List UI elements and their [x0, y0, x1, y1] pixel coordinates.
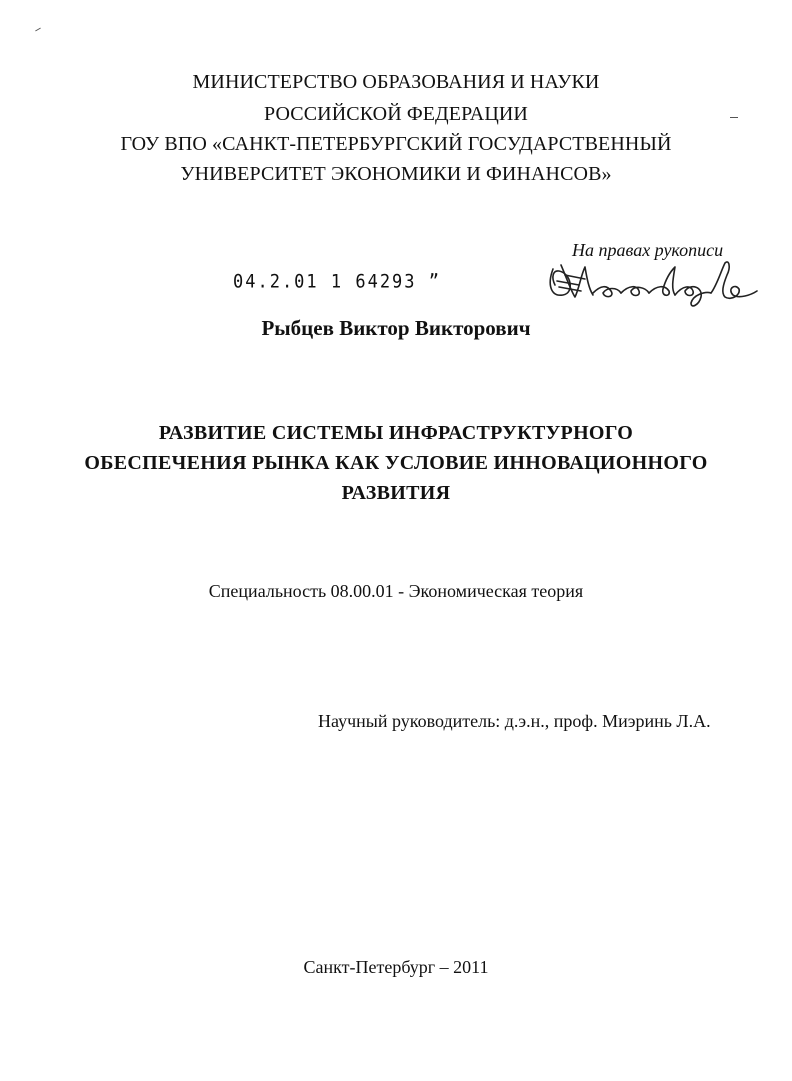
city-year: Санкт-Петербург – 2011	[303, 957, 489, 977]
author-signature	[545, 255, 775, 315]
scientific-advisor: Научный руководитель: д.э.н., проф. Миэринь Л.А.	[318, 711, 711, 731]
inventory-number: 04.2.01 1 64293 ˮ	[233, 271, 441, 293]
thesis-title-line-2: ОБЕСПЕЧЕНИЯ РЫНКА КАК УСЛОВИЕ ИННОВАЦИОННОГО	[84, 452, 708, 474]
institution-line-1: ГОУ ВПО «САНКТ-ПЕТЕРБУРГСКИЙ ГОСУДАРСТВЕННЫЙ	[120, 133, 672, 155]
thesis-title-line-3: РАЗВИТИЯ	[341, 482, 451, 504]
specialty: Специальность 08.00.01 - Экономическая теория	[208, 581, 584, 601]
author-name: Рыбцев Виктор Викторович	[261, 316, 531, 340]
thesis-title-line-1: РАЗВИТИЕ СИСТЕМЫ ИНФРАСТРУКТУРНОГО	[158, 422, 634, 444]
ministry-line: МИНИСТЕРСТВО ОБРАЗОВАНИЯ И НАУКИ	[192, 71, 600, 93]
manuscript-rights-note: На правах рукописи	[572, 240, 724, 260]
institution-line-2: УНИВЕРСИТЕТ ЭКОНОМИКИ И ФИНАНСОВ»	[180, 163, 612, 185]
scan-speck	[35, 28, 41, 32]
federation-line: РОССИЙСКОЙ ФЕДЕРАЦИИ	[264, 103, 528, 125]
